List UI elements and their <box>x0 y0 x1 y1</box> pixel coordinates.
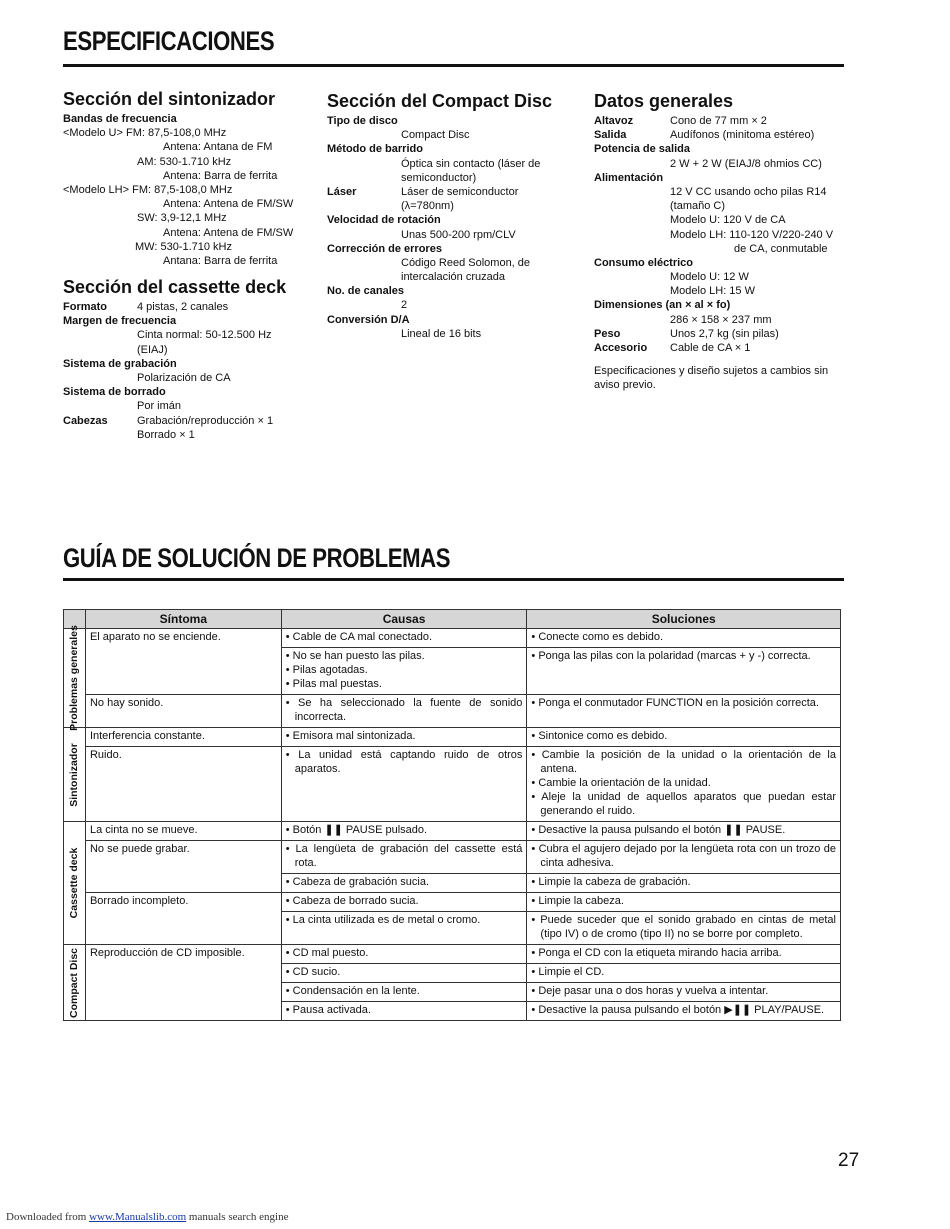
spec-line <box>594 114 846 128</box>
bullet: • <box>285 914 293 926</box>
solution-text: Aleje la unidad de aquellos aparatos que puedan estar generando el ruido. <box>540 791 836 817</box>
cause-text: No se han puesto las pilas. <box>292 650 425 662</box>
solution-text: Conecte como es debido. <box>538 631 664 643</box>
spec-text: Conversión D/A <box>327 313 410 326</box>
bullet: • <box>531 966 539 978</box>
cause-text: Cabeza de grabación sucia. <box>292 876 430 888</box>
troubleshooting-title-rule <box>63 578 844 581</box>
solutions-cell <box>527 874 841 893</box>
cause-item <box>286 946 523 960</box>
spec-value: 4 pistas, 2 canales <box>137 301 229 314</box>
cause-item <box>286 913 523 927</box>
spec-line <box>327 128 582 142</box>
solution-item <box>531 823 836 837</box>
spec-text: Altavoz <box>594 115 634 127</box>
causes-cell <box>281 1002 527 1021</box>
bullet: • <box>531 824 539 836</box>
bullet: • <box>531 1004 539 1016</box>
spec-value: Unos 2,7 kg (sin pilas) <box>670 327 779 340</box>
bullet: • <box>531 876 539 888</box>
footer-suffix: manuals search engine <box>186 1211 289 1223</box>
general-heading: Datos generales <box>594 91 734 111</box>
table-row <box>64 893 841 912</box>
bullet: • <box>531 843 539 855</box>
causes-cell <box>281 841 527 874</box>
spec-text: Alimentación <box>594 171 664 184</box>
bullet: • <box>285 1004 293 1016</box>
spec-text: Velocidad de rotación <box>327 214 441 227</box>
spec-line <box>327 298 582 312</box>
cause-text: La cinta utilizada es de metal o cromo. <box>292 914 481 926</box>
spec-text: Bandas de frecuencia <box>63 113 177 125</box>
cause-item <box>286 696 523 724</box>
spec-line <box>327 114 582 128</box>
spec-text: Modelo U: 120 V de CA <box>670 214 786 227</box>
bullet: • <box>285 749 299 761</box>
bullet: • <box>285 824 293 836</box>
bullet: • <box>285 697 299 709</box>
spec-text: Potencia de salida <box>594 143 690 156</box>
spec-text: semiconductor) <box>401 171 477 184</box>
solution-text: Desactive la pausa pulsando el botón ▶❚❚ PLAY/PAUSE. <box>538 1004 825 1016</box>
spec-value: Láser de semiconductor <box>401 185 519 198</box>
spec-line <box>594 341 846 355</box>
spec-text: Tipo de disco <box>327 115 398 127</box>
spec-line <box>327 284 582 298</box>
page-number: 27 <box>838 1150 860 1171</box>
spec-text: 2 W + 2 W (EIAJ/8 ohmios CC) <box>670 157 822 170</box>
bullet: • <box>285 730 293 742</box>
spec-line <box>594 284 846 298</box>
solution-text: Deje pasar una o dos horas y vuelva a intentar. <box>538 985 769 997</box>
spec-text: Unas 500-200 rpm/CLV <box>401 228 516 241</box>
tuner-specs <box>63 112 313 268</box>
cause-item <box>286 823 523 837</box>
solution-text: Limpie la cabeza de grabación. <box>538 876 691 888</box>
bullet: • <box>531 791 542 803</box>
spec-line <box>63 343 313 357</box>
solution-text: Ponga el conmutador FUNCTION en la posición correcta. <box>538 697 819 709</box>
causes-cell <box>281 747 527 822</box>
causes-cell <box>281 648 527 695</box>
causes-cell <box>281 728 527 747</box>
spec-column-middle <box>327 90 582 341</box>
spec-line <box>63 112 313 126</box>
header-causes: Causas <box>281 610 527 629</box>
spec-line <box>63 371 313 385</box>
spec-text: <Modelo U> FM: 87,5-108,0 MHz <box>63 127 227 140</box>
spec-line <box>63 169 313 183</box>
spec-line <box>594 228 846 242</box>
spec-text: Antena: Antena de FM/SW <box>163 226 294 239</box>
cause-text: Cabeza de borrado sucia. <box>292 895 419 907</box>
solution-item <box>531 965 836 979</box>
spec-line <box>63 414 313 428</box>
solution-item <box>531 946 836 960</box>
solution-text: Desactive la pausa pulsando el botón ❚❚ PAUSE. <box>538 824 786 836</box>
cause-item <box>286 842 523 870</box>
bullet: • <box>531 749 542 761</box>
header-solutions: Soluciones <box>527 610 841 629</box>
cause-text: Pausa activada. <box>292 1004 371 1016</box>
solution-item <box>531 875 836 889</box>
bullet: • <box>285 843 296 855</box>
bullet: • <box>285 678 293 690</box>
spec-line <box>63 314 313 328</box>
solutions-cell <box>527 648 841 695</box>
cause-text: CD sucio. <box>292 966 341 978</box>
solution-item <box>531 748 836 776</box>
bullet: • <box>531 650 539 662</box>
spec-text: SW: 3,9-12,1 MHz <box>137 212 227 225</box>
bullet: • <box>531 914 541 926</box>
spec-line <box>63 211 313 225</box>
spec-text: Polarización de CA <box>137 372 231 384</box>
solution-item <box>531 790 836 818</box>
cause-text: Botón ❚❚ PAUSE pulsado. <box>292 824 428 836</box>
solutions-cell <box>527 945 841 964</box>
solution-item <box>531 842 836 870</box>
solutions-cell <box>527 695 841 728</box>
spec-line <box>63 197 313 211</box>
bullet: • <box>285 895 293 907</box>
spec-text: Formato <box>63 301 107 314</box>
solution-item <box>531 649 836 663</box>
spec-text: Modelo U: 12 W <box>670 271 749 284</box>
spec-text: No. de canales <box>327 285 405 298</box>
spec-line <box>594 327 846 341</box>
spec-value: Cable de CA × 1 <box>670 342 751 354</box>
solution-item <box>531 894 836 908</box>
spec-line <box>63 254 313 268</box>
spec-line <box>594 199 846 213</box>
spec-line <box>327 270 582 284</box>
spec-text: Láser <box>327 185 357 198</box>
symptom-cell: No hay sonido. <box>85 695 281 728</box>
spec-line <box>63 357 313 371</box>
spec-value: Cono de 77 mm × 2 <box>670 115 767 127</box>
spec-line <box>63 183 313 197</box>
solution-item <box>531 984 836 998</box>
table-row <box>64 841 841 874</box>
bullet: • <box>531 631 539 643</box>
solutions-cell <box>527 747 841 822</box>
causes-cell <box>281 893 527 912</box>
bullet: • <box>531 985 539 997</box>
spec-title-rule <box>63 64 844 67</box>
bullet: • <box>285 664 293 676</box>
causes-cell <box>281 964 527 983</box>
spec-text: Modelo LH: 110-120 V/220-240 V <box>670 228 834 241</box>
spec-text: Borrado × 1 <box>137 428 195 441</box>
spec-text: <Modelo LH> FM: 87,5-108,0 MHz <box>63 183 233 196</box>
spec-line <box>594 142 846 156</box>
spec-line <box>63 226 313 240</box>
solutions-cell <box>527 1002 841 1021</box>
cd-specs <box>327 114 582 341</box>
solution-item <box>531 630 836 644</box>
category-label: Sintonizador <box>68 742 81 807</box>
spec-column-left <box>63 88 313 442</box>
table-row <box>64 728 841 747</box>
spec-line <box>594 313 846 327</box>
spec-text: (λ=780nm) <box>401 200 454 213</box>
spec-title: ESPECIFICACIONES <box>63 26 275 56</box>
cause-text: La lengüeta de grabación del cassette está rota. <box>294 843 523 869</box>
spec-line <box>327 327 582 341</box>
spec-line <box>327 313 582 327</box>
spec-line <box>63 385 313 399</box>
bullet: • <box>285 966 293 978</box>
cause-item <box>286 1003 523 1017</box>
spec-line <box>594 298 846 312</box>
spec-text: Consumo eléctrico <box>594 256 694 269</box>
spec-line <box>63 126 313 140</box>
solutions-cell <box>527 629 841 648</box>
spec-text: Compact Disc <box>401 129 470 142</box>
solution-item <box>531 729 836 743</box>
cause-item <box>286 677 523 691</box>
cause-item <box>286 748 523 776</box>
header-symptom: Síntoma <box>85 610 281 629</box>
tuner-heading: Sección del sintonizador <box>63 89 276 109</box>
spec-line <box>327 213 582 227</box>
solutions-cell <box>527 893 841 912</box>
solution-text: Limpie el CD. <box>538 966 605 978</box>
general-specs <box>594 114 846 355</box>
spec-line <box>327 256 582 270</box>
category-label: Compact Disc <box>68 947 81 1018</box>
symptom-cell: El aparato no se enciende. <box>85 629 281 695</box>
spec-line <box>594 185 846 199</box>
spec-line <box>594 242 846 256</box>
symptom-cell: La cinta no se mueve. <box>85 822 281 841</box>
spec-text: intercalación cruzada <box>401 271 505 284</box>
cause-text: La unidad está captando ruido de otros aparatos. <box>294 749 523 775</box>
symptom-cell: No se puede grabar. <box>85 841 281 893</box>
table-row <box>64 747 841 822</box>
cause-text: Condensación en la lente. <box>292 985 420 997</box>
bullet: • <box>531 730 539 742</box>
spec-text: Óptica sin contacto (láser de <box>401 157 541 170</box>
spec-value: Grabación/reproducción × 1 <box>137 414 274 427</box>
spec-text: Cinta normal: 50-12.500 Hz <box>137 329 272 342</box>
spec-line <box>63 140 313 154</box>
spec-text: Dimensiones (an × al × fo) <box>594 299 731 312</box>
spec-line <box>594 256 846 270</box>
spec-line <box>594 213 846 227</box>
spec-text: Margen de frecuencia <box>63 315 177 328</box>
cause-text: Pilas agotadas. <box>292 664 368 676</box>
solutions-cell <box>527 983 841 1002</box>
spec-text: AM: 530-1.710 kHz <box>137 155 232 168</box>
causes-cell <box>281 983 527 1002</box>
spec-line <box>327 142 582 156</box>
spec-text: Lineal de 16 bits <box>401 327 482 340</box>
causes-cell <box>281 822 527 841</box>
spec-line <box>327 228 582 242</box>
cause-text: Pilas mal puestas. <box>292 678 382 690</box>
causes-cell <box>281 945 527 964</box>
bullet: • <box>531 947 539 959</box>
spec-line <box>327 242 582 256</box>
category-cell <box>64 945 86 1021</box>
table-header-row <box>64 610 841 629</box>
spec-text: Antena: Barra de ferrita <box>163 169 278 182</box>
cause-item <box>286 729 523 743</box>
symptom-cell: Reproducción de CD imposible. <box>85 945 281 1021</box>
solution-text: Cubra el agujero dejado por la lengüeta rota con un trozo de cinta adhesiva. <box>538 843 836 869</box>
solution-item <box>531 696 836 710</box>
symptom-cell: Borrado incompleto. <box>85 893 281 945</box>
cause-text: Emisora mal sintonizada. <box>292 730 416 742</box>
spec-text: 286 × 158 × 237 mm <box>670 313 772 326</box>
cause-item <box>286 965 523 979</box>
spec-line <box>63 428 313 442</box>
spec-value: Audífonos (minitoma estéreo) <box>670 129 815 142</box>
category-label: Problemas generales <box>68 625 81 731</box>
spec-line <box>594 157 846 171</box>
cassette-heading: Sección del cassette deck <box>63 277 287 298</box>
spec-text: de CA, conmutable <box>734 242 828 255</box>
bullet: • <box>285 876 293 888</box>
footer-link[interactable]: www.Manualslib.com <box>89 1211 187 1223</box>
solution-text: Limpie la cabeza. <box>538 895 624 907</box>
spec-text: Código Reed Solomon, de <box>401 256 531 269</box>
bullet: • <box>531 895 539 907</box>
causes-cell <box>281 629 527 648</box>
causes-cell <box>281 874 527 893</box>
spec-text: Corrección de errores <box>327 242 442 255</box>
spec-text: Antena: Antena de FM/SW <box>163 198 294 211</box>
spec-line <box>327 157 582 171</box>
symptom-cell: Ruido. <box>85 747 281 822</box>
spec-text: Sistema de grabación <box>63 357 177 370</box>
solution-text: Cambie la posición de la unidad o la orientación de la antena. <box>540 749 836 775</box>
troubleshooting-table <box>63 609 841 1021</box>
spec-line <box>327 185 582 199</box>
spec-column-right <box>594 90 846 392</box>
solution-item <box>531 776 836 790</box>
spec-text: Método de barrido <box>327 143 423 156</box>
solution-text: Puede suceder que el sonido grabado en cintas de metal (tipo IV) o de cromo (tipo II) no se borre por completo. <box>540 914 836 940</box>
cause-item <box>286 875 523 889</box>
spec-text: 2 <box>401 299 408 312</box>
spec-line <box>594 171 846 185</box>
spec-text: Por imán <box>137 400 182 413</box>
bullet: • <box>531 777 539 789</box>
solutions-cell <box>527 822 841 841</box>
category-label: Cassette deck <box>68 847 81 919</box>
cause-text: Cable de CA mal conectado. <box>292 631 433 643</box>
category-cell <box>64 728 86 822</box>
cause-item <box>286 894 523 908</box>
spec-text: Accesorio <box>594 342 648 354</box>
solution-item <box>531 1003 836 1017</box>
spec-text: Antana: Barra de ferrita <box>163 254 278 267</box>
solution-text: Sintonice como es debido. <box>538 730 668 742</box>
cassette-specs <box>63 300 313 442</box>
spec-line <box>63 399 313 413</box>
solution-text: Ponga el CD con la etiqueta mirando hacia arriba. <box>538 947 782 959</box>
spec-text: Cabezas <box>63 414 108 427</box>
spec-text: 12 V CC usando ocho pilas R14 <box>670 185 827 198</box>
cause-item <box>286 649 523 663</box>
solution-text: Cambie la orientación de la unidad. <box>538 777 711 789</box>
solutions-cell <box>527 912 841 945</box>
spec-text: MW: 530-1.710 kHz <box>135 240 233 253</box>
cd-heading: Sección del Compact Disc <box>327 91 553 111</box>
spec-line <box>594 128 846 142</box>
cause-text: CD mal puesto. <box>292 947 369 959</box>
spec-line <box>327 199 582 213</box>
bullet: • <box>285 631 293 643</box>
bullet: • <box>285 947 293 959</box>
spec-text: (EIAJ) <box>137 343 168 356</box>
spec-text: (tamaño C) <box>670 200 726 213</box>
spec-text: Salida <box>594 129 627 142</box>
spec-line <box>327 171 582 185</box>
cause-item <box>286 663 523 677</box>
solution-text: Ponga las pilas con la polaridad (marcas + y -) correcta. <box>538 650 811 662</box>
symptom-cell: Interferencia constante. <box>85 728 281 747</box>
spec-text: Antena: Antana de FM <box>163 141 273 154</box>
spec-line <box>63 240 313 254</box>
spec-line <box>63 300 313 314</box>
spec-text: Modelo LH: 15 W <box>670 285 755 298</box>
footer <box>6 1211 288 1223</box>
bullet: • <box>531 697 539 709</box>
cause-item <box>286 630 523 644</box>
footer-prefix: Downloaded from <box>6 1211 90 1223</box>
category-cell <box>64 625 86 731</box>
spec-text: Sistema de borrado <box>63 386 166 399</box>
table-row <box>64 629 841 648</box>
solutions-cell <box>527 964 841 983</box>
solutions-cell <box>527 728 841 747</box>
table-row <box>64 695 841 728</box>
cause-item <box>286 984 523 998</box>
causes-cell <box>281 912 527 945</box>
spec-line <box>594 270 846 284</box>
table-row <box>64 822 841 841</box>
category-cell <box>64 822 86 945</box>
table-row <box>64 945 841 964</box>
troubleshooting-title: GUÍA DE SOLUCIÓN DE PROBLEMAS <box>63 543 451 573</box>
spec-text: Peso <box>594 327 621 340</box>
solutions-cell <box>527 841 841 874</box>
causes-cell <box>281 695 527 728</box>
bullet: • <box>285 985 293 997</box>
spec-note: Especificaciones y diseño sujetos a cambios sin aviso previo. <box>594 365 829 392</box>
bullet: • <box>285 650 293 662</box>
spec-line <box>63 328 313 342</box>
cause-text: Se ha seleccionado la fuente de sonido incorrecta. <box>294 697 523 723</box>
solution-item <box>531 913 836 941</box>
spec-line <box>63 155 313 169</box>
